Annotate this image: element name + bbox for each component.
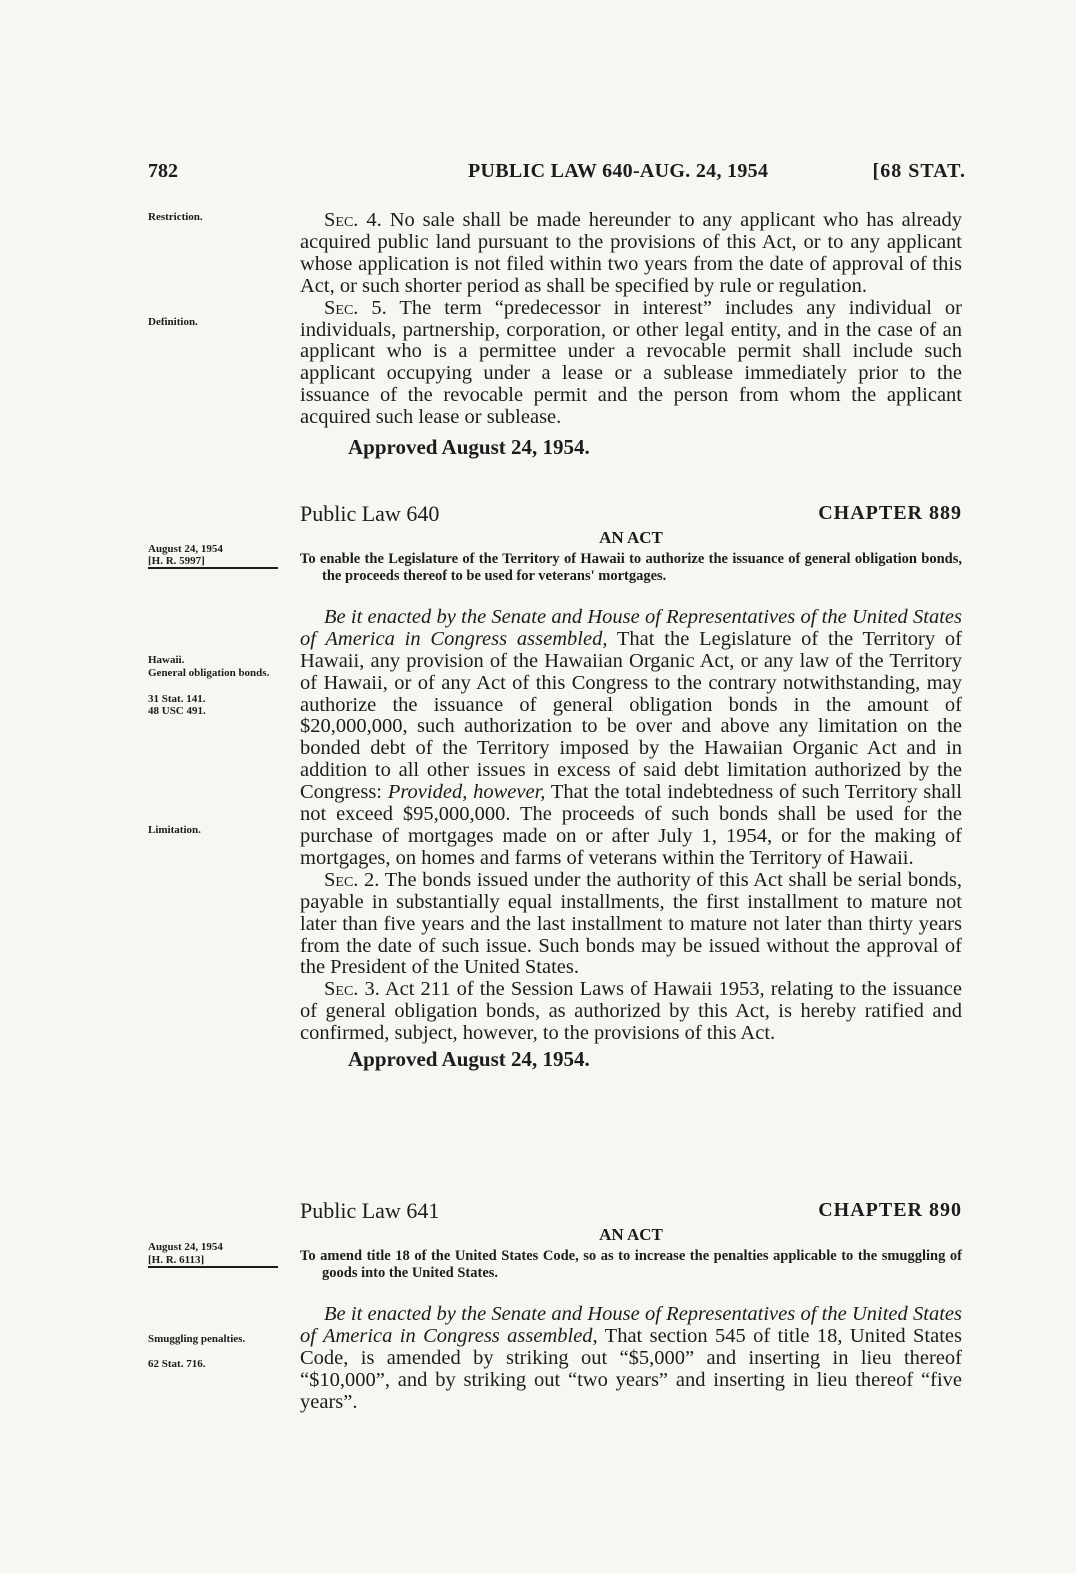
margin-note-stat-cite-640: 31 Stat. 141. [148,693,206,705]
page-number: 782 [148,160,178,182]
law-640-an-act: AN ACT [599,528,663,547]
law-641-purpose: To amend title 18 of the United States Code, so as to increase the penalties applicable to the smuggling of goods into the United States. [300,1247,962,1281]
margin-note-restriction: Restriction. [148,211,203,223]
margin-note-hawaii: Hawaii. [148,654,185,666]
law-640-section-3: Sec. 3. Act 211 of the Session Laws of Hawaii 1953, relating to the issuance of general obligation bonds, as authorized by this Act, is hereby ratified and confirmed, subject, however, to the provisions of this Act. [300,978,962,1045]
public-law-641 [300,1200,962,1413]
approved-line-1: Approved August 24, 1954. [348,435,590,460]
running-title: PUBLIC LAW 640-AUG. 24, 1954 [468,160,769,182]
margin-note-pl641-bill: [H. R. 6113] [148,1254,288,1268]
margin-note-limitation: Limitation. [148,824,201,836]
volume-reference: [68 STAT. [872,160,966,182]
margin-note-smuggling: Smuggling penalties. [148,1333,246,1345]
law-641-heading [300,1200,962,1228]
margin-note-definition: Definition. [148,316,198,328]
law-640-section-2: Sec. 2. The bonds issued under the authority of this Act shall be serial bonds, payable in substantially equal installments, the first installment to mature not later than five years and the last installment to mature not later than thirty years from the date of such issue. Such bonds may be issued without the approval of the President of the United States. [300,868,962,979]
margin-note-pl640-bill: [H. R. 5997] [148,555,288,569]
section-4: Sec. 4. No sale shall be made hereunder to any applicant who has already acquired public land pursuant to the provisions of this Act, or to any applicant whose application is not filed within two years from the date of approval of this Act, or such shorter period as shall be specified by rule or regulation. [300,209,963,297]
law-640-title: Public Law 640 [300,501,440,526]
law-640-chapter: CHAPTER 889 [818,502,962,524]
law-641-chapter: CHAPTER 890 [818,1199,962,1221]
law-640-enacting-clause: Be it enacted by the Senate and House of Representatives of the United States of America in Congress assembled, That the Legislature of the Territory of Hawaii, any provision of the Hawaiian Organic Act, or any law of the Territory of Hawaii, or of any Act of this Congress to the contrary notwithstanding, may authorize the issuance of general obligation bonds in the amount of $20,000,000, such authorization to be over and above any limitation on the bonded debt of the Territory imposed by the Hawaiian Organic Act and in addition to all other issues in excess of said debt limitation authorized by the Congress: Provided, however, That the total indebtedness of such Territory shall not exceed $95,000,000. The proceeds of such bonds shall be used for the purchase of mortgages made on or after July 1, 1954, or for the making of mortgages, on homes and farms of veterans within the Territory of Hawaii. [300,605,962,869]
margin-note-pl640-date: August 24, 1954 [148,543,223,555]
margin-note-usc-cite-640: 48 USC 491. [148,705,206,717]
law-641-an-act: AN ACT [599,1225,663,1244]
law-640-purpose: To enable the Legislature of the Territory of Hawaii to authorize the issuance of general obligation bonds, the proceeds thereof to be used for veterans' mortgages. [300,550,962,584]
law-641-title: Public Law 641 [300,1198,440,1223]
previous-act-continuation [300,210,962,459]
public-law-640 [300,503,962,1071]
margin-note-pl641-date: August 24, 1954 [148,1241,223,1253]
law-641-enacting-clause: Be it enacted by the Senate and House of Representatives of the United States of America in Congress assembled, That section 545 of title 18, United States Code, is amended by striking out “$5,000” and inserting in lieu thereof “$10,000”, and by striking out “two years” and inserting in lieu thereof “five years”. [300,1302,962,1413]
law-640-approved: Approved August 24, 1954. [348,1047,590,1072]
margin-note-general-obligation-bonds: General obligation bonds. [148,667,270,679]
page-header [148,160,966,190]
section-5: Sec. 5. The term “predecessor in interest” includes any individual or individuals, partnership, corporation, or other legal entity, and in the case of an applicant who is a permittee under a revocable permit shall include such applicant occupying under a lease or a sublease immediately prior to the issuance of the revocable permit and the person from whom the applicant acquired such lease or sublease. [300,296,962,429]
law-640-heading [300,503,962,531]
margin-note-stat-cite-641: 62 Stat. 716. [148,1358,206,1370]
